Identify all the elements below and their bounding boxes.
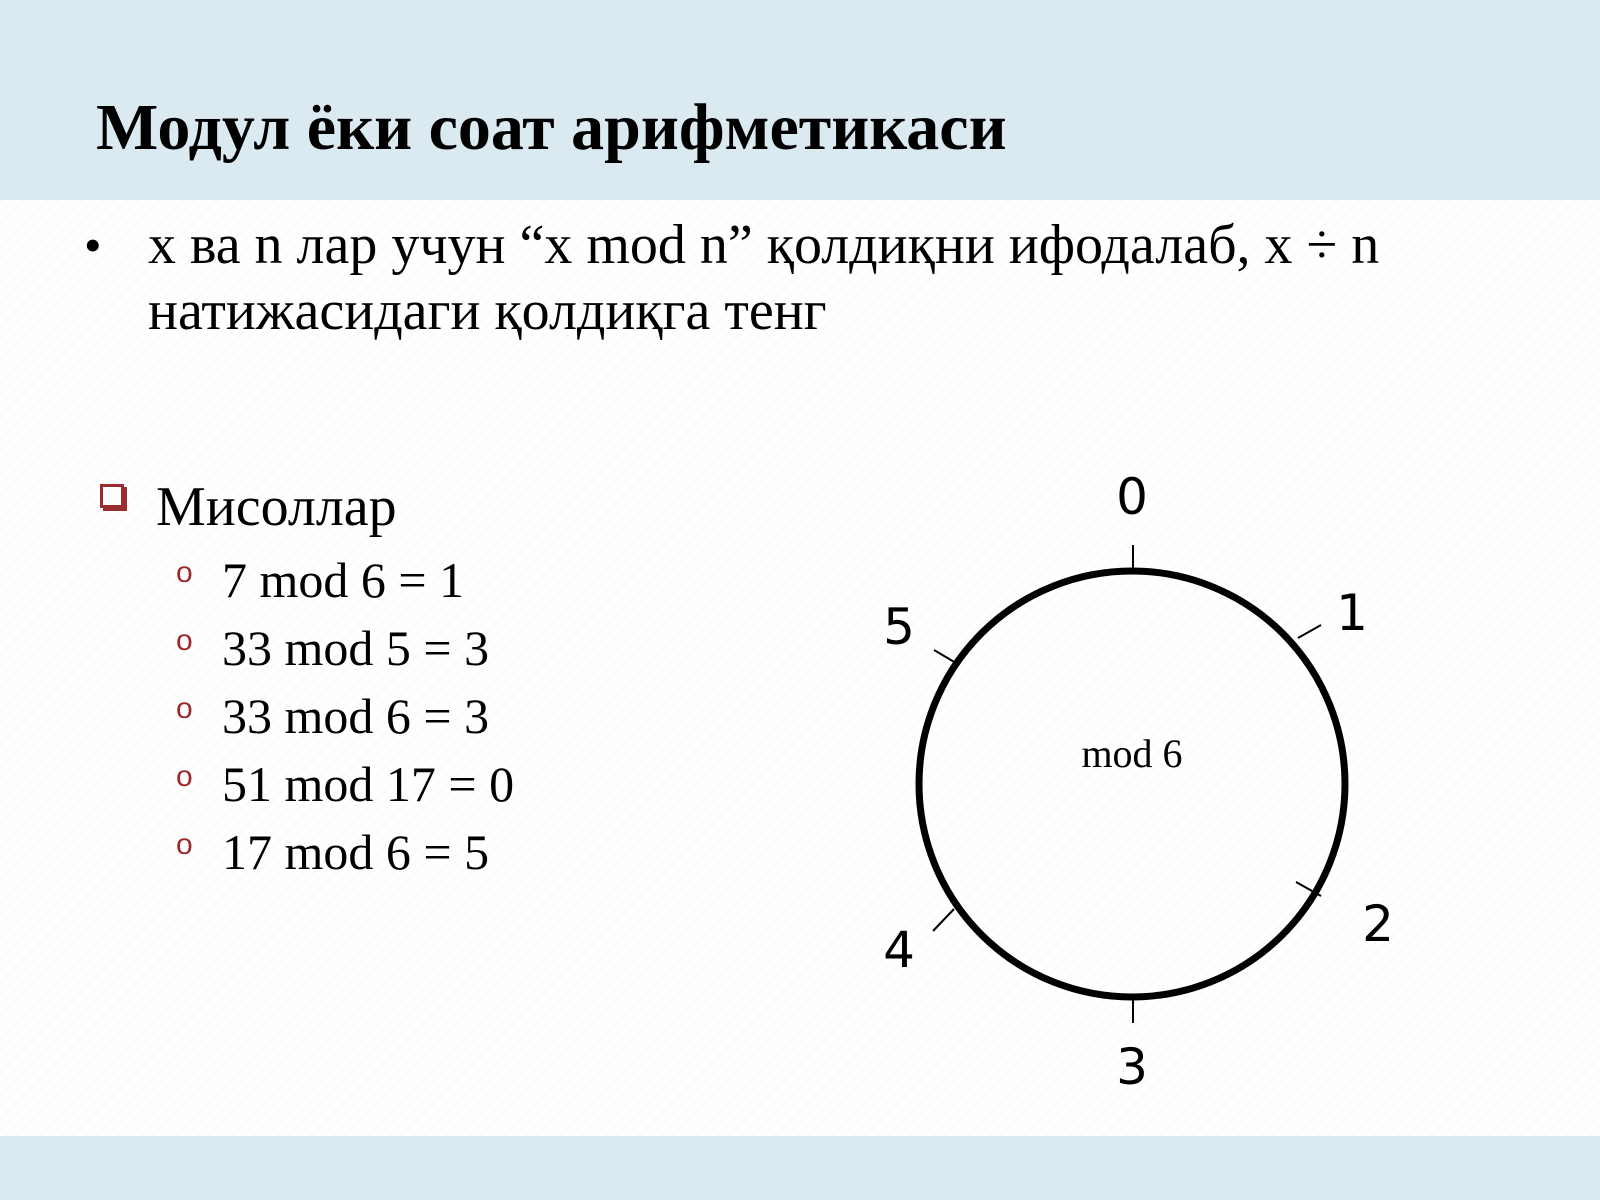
circle-bullet-icon: o bbox=[176, 828, 193, 861]
clock-number-4: 4 bbox=[883, 921, 915, 979]
clock-number-3: 3 bbox=[1116, 1038, 1148, 1096]
slide-title: Модул ёки соат арифметикаси bbox=[96, 91, 1007, 164]
clock-number-0: 0 bbox=[1116, 468, 1148, 526]
bullet-text: x ва n лар учун “x mod n” қолдиқни ифодалаб, x ÷ n натижасидаги қолдиқга тенг bbox=[148, 214, 1380, 342]
circle-bullet-icon: o bbox=[176, 760, 193, 793]
clock-number-1: 1 bbox=[1336, 584, 1368, 642]
clock-number-2: 2 bbox=[1362, 895, 1394, 953]
circle-bullet-icon: o bbox=[176, 624, 193, 657]
bullet-marker: • bbox=[84, 217, 102, 273]
circle-bullet-icon: o bbox=[176, 556, 193, 589]
tick-4 bbox=[933, 909, 954, 931]
example-text: 17 mod 6 = 5 bbox=[222, 824, 490, 880]
example-text: 51 mod 17 = 0 bbox=[222, 756, 515, 812]
clock-center-label: mod 6 bbox=[1081, 731, 1183, 776]
examples-heading: Мисоллар bbox=[156, 476, 397, 538]
clock-number-5: 5 bbox=[883, 598, 915, 656]
tick-1 bbox=[1298, 625, 1321, 638]
example-text: 33 mod 5 = 3 bbox=[222, 620, 490, 676]
circle-bullet-icon: o bbox=[176, 692, 193, 725]
clock-circle bbox=[919, 571, 1345, 997]
example-text: 33 mod 6 = 3 bbox=[222, 688, 490, 744]
example-text: 7 mod 6 = 1 bbox=[222, 552, 465, 608]
tick-5 bbox=[934, 650, 956, 663]
